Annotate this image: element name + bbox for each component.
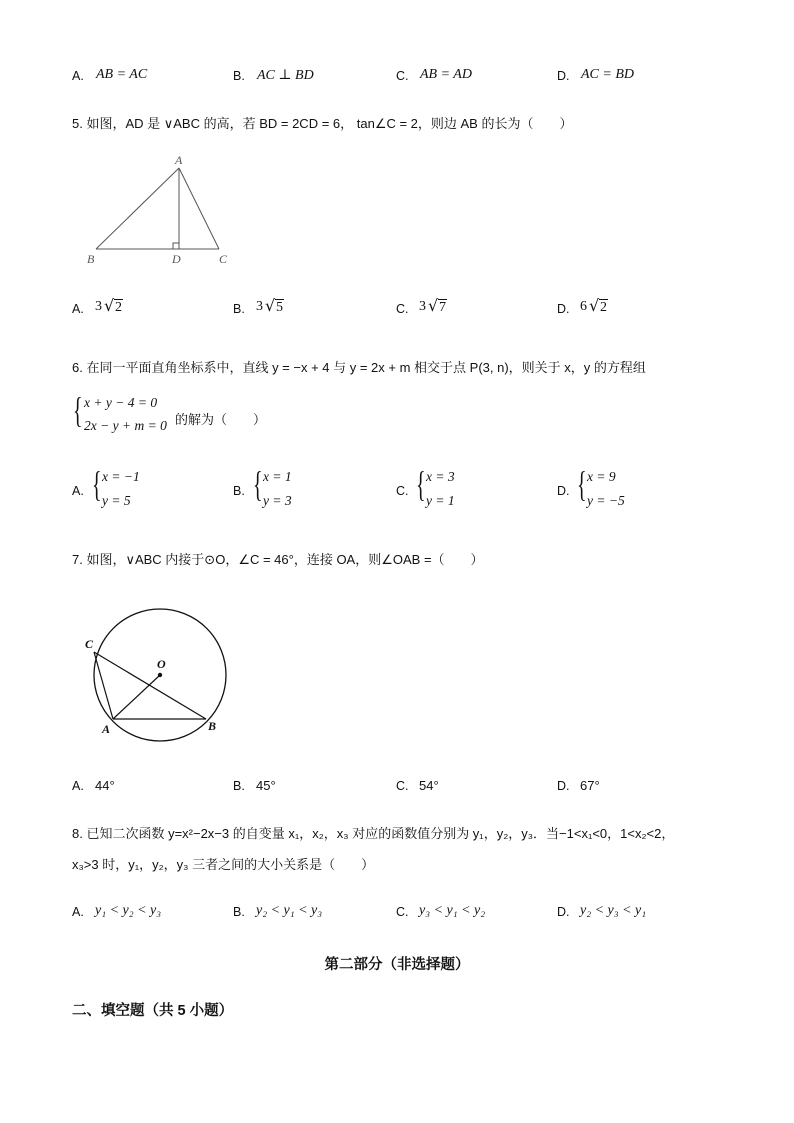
q6-stem: 6. 在同一平面直角坐标系中，直线 y = −x + 4 与 y = 2x + m 相交于点 P(3, n)，则关于 x，y 的方程组 [72, 360, 646, 375]
q6-stem-tail: 的解为（ ） [175, 412, 267, 427]
q5-label-a: A [175, 153, 183, 167]
q5-option-b-radicand: 5 [276, 300, 283, 315]
q5-stem: 5. 如图，AD 是 ∨ABC 的高，若 BD = 2CD = 6， tan∠C = 2，则边 AB 的长为（ ） [72, 116, 573, 131]
q6-option-b-brace-icon: { [253, 464, 263, 504]
q4-option-d: AC = BD [581, 67, 634, 82]
q4-option-a-letter: A. [72, 69, 84, 83]
q5-option-d-letter: D. [557, 302, 570, 316]
q5-option-c-radical-icon: √ [428, 296, 439, 315]
q5-option-c-coef: 3 [419, 299, 426, 314]
q5-option-a-radical-icon: √ [104, 296, 115, 315]
q7-stem: 7. 如图，∨ABC 内接于⊙O，∠C = 46°，连接 OA，则∠OAB =（ ） [72, 552, 484, 567]
q5-option-b-coef: 3 [256, 299, 263, 314]
q7-side-cb [94, 652, 206, 719]
q6-option-b-line2: y = 3 [263, 493, 292, 508]
q6-option-c-line1: x = 3 [426, 469, 455, 484]
q4-option-b-letter: B. [233, 69, 245, 83]
q8-stem-line2: x₃>3 时，y₁，y₂，y₃ 三者之间的大小关系是（ ） [72, 857, 375, 872]
q7-segment-oa [113, 675, 160, 719]
q5-option-a-radicand: 2 [115, 300, 122, 315]
q5-option-a-letter: A. [72, 302, 84, 316]
q6-option-b-letter: B. [233, 484, 245, 498]
q4-option-c-letter: C. [396, 69, 409, 83]
q7-center-dot [158, 673, 162, 677]
q5-option-a-coef: 3 [95, 299, 102, 314]
q5-option-d-coef: 6 [580, 299, 587, 314]
q6-system-eq2: 2x − y + m = 0 [84, 418, 167, 433]
q6-option-a-line2: y = 5 [102, 493, 131, 508]
q8-option-a: y₁ < y₂ < y₃ [95, 903, 162, 918]
q6-option-d-brace-icon: { [577, 464, 587, 504]
q5-option-b-radical-icon: √ [265, 296, 276, 315]
q6-option-c-letter: C. [396, 484, 409, 498]
q6-option-a-letter: A. [72, 484, 84, 498]
q6-option-d-letter: D. [557, 484, 570, 498]
q6-system-brace-icon: { [73, 390, 83, 430]
q8-option-c: y₃ < y₁ < y₂ [419, 903, 486, 918]
q7-option-d-letter: D. [557, 779, 570, 793]
q4-option-b: AC ⊥ BD [257, 68, 314, 83]
q6-option-b-line1: x = 1 [263, 469, 292, 484]
q6-option-a-brace-icon: { [92, 464, 102, 504]
q5-side-ab [96, 168, 179, 249]
q6-system-eq1: x + y − 4 = 0 [84, 395, 158, 410]
q7-option-c-letter: C. [396, 779, 409, 793]
q5-option-c-letter: C. [396, 302, 409, 316]
q7-circle-figure [78, 600, 248, 750]
q5-label-d: D [172, 252, 181, 266]
q5-option-d-radical-icon: √ [589, 296, 600, 315]
q7-label-o: O [157, 657, 166, 671]
q7-option-d: 67° [580, 778, 600, 793]
q8-option-d-letter: D. [557, 905, 570, 919]
q5-label-b: B [87, 252, 95, 266]
q6-option-d-line1: x = 9 [587, 469, 616, 484]
q7-option-a: 44° [95, 778, 115, 793]
q5-right-angle-mark [173, 243, 179, 249]
q7-option-c: 54° [419, 778, 439, 793]
q7-label-a: A [102, 722, 111, 736]
q6-option-c-line2: y = 1 [426, 493, 455, 508]
q6-option-a-line1: x = −1 [102, 469, 140, 484]
q5-triangle-figure [80, 150, 250, 268]
q8-option-b: y₂ < y₁ < y₃ [256, 903, 323, 918]
q8-option-d: y₂ < y₃ < y₁ [580, 903, 647, 918]
q4-option-a: AB = AC [96, 67, 148, 82]
q7-label-b: B [208, 719, 217, 733]
q4-option-d-letter: D. [557, 69, 570, 83]
q7-option-b: 45° [256, 778, 276, 793]
q5-option-c-radicand: 7 [439, 300, 446, 315]
part2-title: 第二部分（非选择题） [324, 957, 470, 973]
q6-option-d-line2: y = −5 [587, 493, 625, 508]
q7-option-a-letter: A. [72, 779, 84, 793]
q5-side-ac [179, 168, 219, 249]
q5-label-c: C [219, 252, 228, 266]
q8-option-b-letter: B. [233, 905, 245, 919]
q7-label-c: C [85, 637, 94, 651]
q6-option-c-brace-icon: { [416, 464, 426, 504]
section2-title: 二、填空题（共 5 小题） [72, 1003, 234, 1019]
q8-stem-line1: 8. 已知二次函数 y=x²−2x−3 的自变量 x₁，x₂，x₃ 对应的函数值分别为 y₁，y₂，y₃．当−1<x₁<0，1<x₂<2， [72, 826, 675, 841]
q5-option-d-radicand: 2 [600, 300, 607, 315]
q8-option-c-letter: C. [396, 905, 409, 919]
q7-option-b-letter: B. [233, 779, 245, 793]
q4-option-c: AB = AD [420, 67, 472, 82]
q5-option-b-letter: B. [233, 302, 245, 316]
q8-option-a-letter: A. [72, 905, 84, 919]
